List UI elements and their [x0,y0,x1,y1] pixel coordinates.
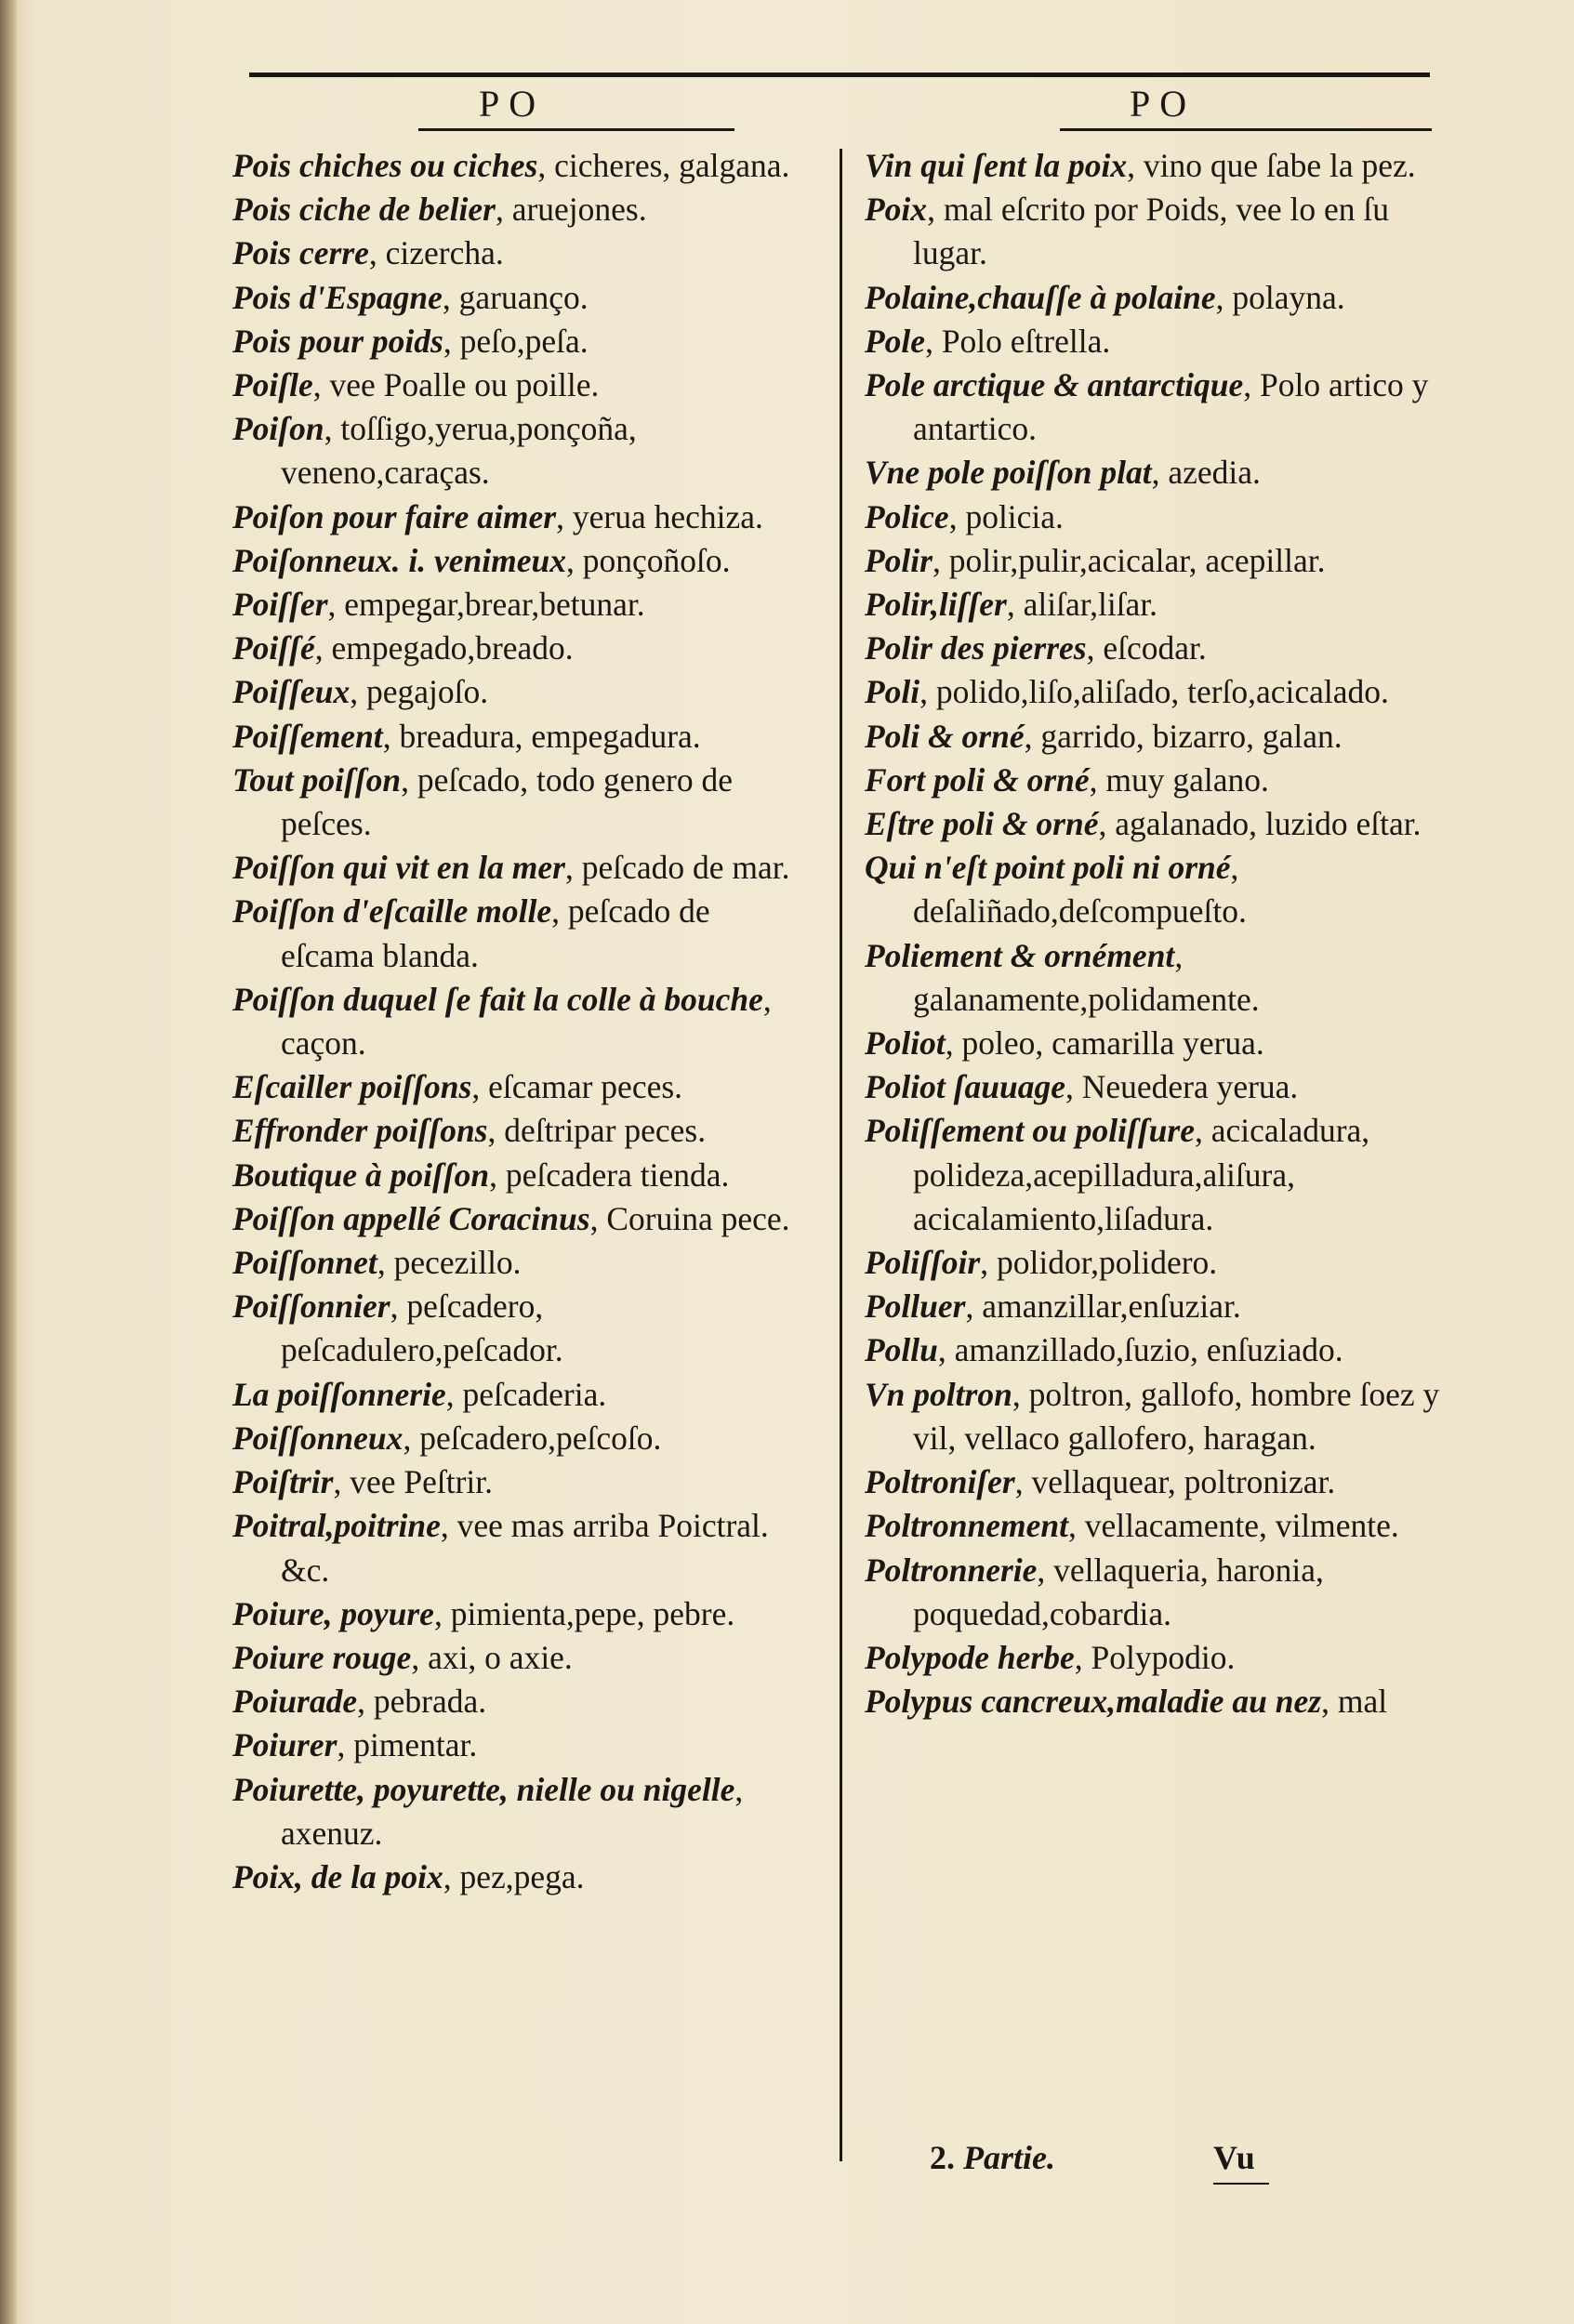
entry-headword: Polir [865,541,932,579]
entry-headword: Pois chiches ou ciches [232,147,538,184]
dictionary-entry [232,890,809,977]
dictionary-entry [865,144,1441,188]
dictionary-entry [232,1241,809,1285]
entry-separator: , [589,1199,599,1237]
entry-separator: , [1067,1507,1077,1545]
entry-separator: , [489,1155,498,1194]
entry-gloss: breadura, empegadura. [399,717,701,755]
entry-headword: Qui n'eſt point poli ni orné [865,849,1231,887]
entry-headword: Poiſſonnier [232,1287,390,1326]
signature-mark [930,2138,1055,2177]
column-divider [840,149,842,2161]
signature-label: Partie. [963,2139,1055,2176]
entry-separator: , [390,1287,399,1326]
entry-gloss: amanzillado,ſuzio, enſuziado. [954,1331,1343,1369]
entry-separator: , [327,586,337,624]
entry-separator: , [403,1419,412,1457]
entry-headword: Poiurade [232,1683,358,1721]
entry-separator: , [333,1463,342,1501]
entry-headword: Poiſſonneux [232,1419,403,1457]
entry-separator: , [945,1024,954,1063]
entry-separator: , [487,1112,496,1150]
entry-headword: Poiſonneux. i. venimeux [232,541,566,579]
dictionary-entry [232,1460,809,1504]
entry-separator: , [443,1857,452,1895]
dictionary-entry [232,1373,809,1417]
entry-gloss: vellaquear, poltronizar. [1031,1463,1336,1501]
dictionary-entry [232,846,809,890]
dictionary-entry [865,934,1441,1022]
entry-headword: Poiſſon qui vit en la mer [232,849,565,887]
entry-gloss: Polypodio. [1091,1638,1236,1676]
entry-separator: , [564,849,574,887]
entry-gloss: pecezillo. [393,1244,522,1282]
entry-headword: Pois pour poids [232,322,443,360]
entry-headword: Poiſtrir [232,1463,334,1501]
entry-separator: , [1086,629,1095,667]
dictionary-entry [232,1723,809,1767]
dictionary-entry [865,1241,1441,1285]
running-head-left: PO [479,83,546,125]
entry-separator: , [1127,147,1135,184]
entry-headword: Vin qui ſent la poix [865,147,1128,184]
entry-headword: Polir,liſſer [865,586,1007,624]
entry-headword: Poiſſement [232,717,383,755]
dictionary-entry [865,320,1441,363]
dictionary-entry [232,1680,809,1723]
binding-shadow [0,0,17,2324]
dictionary-entry [232,144,809,188]
dictionary-entry [865,1109,1441,1241]
dictionary-entry [865,670,1441,714]
entry-gloss: peſcado de eſcama blanda. [281,892,710,974]
dictionary-entry [232,407,809,495]
entry-separator: , [1215,278,1224,316]
entry-separator: , [312,366,322,404]
catchword-underline [1213,2183,1269,2185]
entry-separator: , [440,1507,449,1545]
entry-separator: , [734,1770,744,1808]
entry-gloss: pegajoſo. [365,673,489,711]
entry-gloss: acicaladura, polideza,acepilladura,aliſura, acicalamiento,liſadura. [913,1112,1370,1237]
entry-separator: , [337,1726,346,1764]
dictionary-entry [232,1285,809,1372]
dictionary-entry [865,715,1441,759]
dictionary-entry [232,627,809,670]
entry-gloss: garrido, bizarro, galan. [1040,717,1343,755]
entry-separator: , [314,629,324,667]
dictionary-entry [232,539,809,583]
dictionary-entry [865,363,1441,451]
entry-gloss: Coruina pece. [606,1199,790,1237]
entry-separator: , [1074,1638,1083,1676]
entry-gloss: amanzillar,enſuziar. [982,1287,1241,1326]
dictionary-entry [865,1460,1441,1504]
dictionary-entry [865,1636,1441,1680]
dictionary-entry [232,1417,809,1460]
dictionary-entry [232,276,809,320]
dictionary-entry [865,1549,1441,1636]
entry-separator: , [565,541,575,579]
entry-headword: Poix [865,191,928,229]
entry-separator: , [537,147,547,184]
entry-headword: Poiſon [232,410,324,448]
dictionary-entry [232,495,809,539]
entry-headword: Pole arctique & antarctique [865,366,1244,404]
entry-gloss: pebrada. [373,1683,487,1721]
entry-headword: Pole [865,322,926,360]
entry-gloss: polayna. [1232,278,1345,316]
entry-separator: , [925,322,933,360]
dictionary-entry [232,231,809,275]
dictionary-entry [865,759,1441,802]
entry-gloss: empegar,brear,betunar. [344,586,645,624]
entry-separator: , [1024,717,1033,755]
dictionary-entry [865,1065,1441,1109]
dictionary-entry [865,1022,1441,1065]
entry-separator: , [443,322,452,360]
entry-headword: Vne pole poiſſon plat [865,454,1152,492]
entry-separator: , [324,410,333,448]
dictionary-entry [865,539,1441,583]
running-head-right: PO [1130,83,1197,125]
entry-gloss: cizercha. [385,234,504,272]
entry-separator: , [445,1375,455,1413]
entry-gloss: deſtripar peces. [504,1112,707,1150]
entry-separator: , [1037,1551,1046,1589]
entry-gloss: polidor,polidero. [996,1244,1218,1282]
entry-headword: Boutique à poiſſon [232,1155,490,1194]
entry-headword: Eſtre poli & orné [865,805,1099,843]
left-column [232,144,809,1899]
signature-number: 2. [930,2139,955,2176]
top-rule [249,73,1430,77]
entry-headword: Poiure, poyure [232,1594,434,1632]
dictionary-entry [232,188,809,231]
entry-headword: Poltronnement [865,1507,1068,1545]
dictionary-entry [232,1504,809,1591]
entry-separator: , [1006,586,1015,624]
dictionary-entry [865,1285,1441,1328]
entry-gloss: eſcamar peces. [488,1068,683,1106]
entry-headword: Poliement & ornément [865,936,1175,974]
entry-gloss: vellacamente, vilmente. [1084,1507,1399,1545]
entry-gloss: mal [1337,1683,1388,1721]
entry-headword: Polluer [865,1287,966,1326]
entry-headword: Poliſſoir [865,1244,981,1282]
entry-headword: Poix, de la poix [232,1857,443,1895]
entry-gloss: yerua hechiza. [572,497,763,535]
entry-separator: , [471,1068,481,1106]
entry-separator: , [948,497,958,535]
entry-headword: Poli & orné [865,717,1025,755]
right-column [865,144,1441,1723]
entry-headword: Poitral,poitrine [232,1507,441,1545]
entry-separator: , [411,1638,420,1676]
entry-separator: , [1012,1375,1021,1413]
dictionary-entry [865,802,1441,846]
entry-gloss: Neuedera yerua. [1081,1068,1299,1106]
entry-separator: , [350,673,359,711]
entry-gloss: vee Peſtrir. [350,1463,494,1501]
entry-headword: Tout poiſſon [232,760,402,799]
entry-gloss: caçon. [281,1024,366,1063]
entry-separator: , [1089,760,1098,799]
entry-separator: , [357,1683,365,1721]
entry-headword: Poiurette, poyurette, nielle ou nigelle [232,1770,735,1808]
entry-separator: , [1194,1112,1203,1150]
entry-separator: , [927,191,935,229]
entry-headword: Poiſle [232,366,313,404]
entry-headword: Poiſſer [232,586,328,624]
entry-separator: , [965,1287,974,1326]
entry-separator: , [762,980,772,1018]
entry-gloss: muy galano. [1105,760,1269,799]
entry-gloss: vellaqueria, haronia, poquedad,cobardia. [913,1551,1324,1632]
dictionary-entry [865,1328,1441,1372]
dictionary-entry [232,1768,809,1855]
entry-gloss: Polo artico y antartico. [913,366,1429,448]
entry-headword: Poliot ſauuage [865,1068,1065,1106]
entry-headword: Effronder poiſſons [232,1112,488,1150]
entry-headword: Poiſſonnet [232,1244,377,1282]
entry-headword: Poliſſement ou poliſſure [865,1112,1195,1150]
entry-separator: , [556,497,564,535]
head-underline-right [1060,128,1432,131]
entry-headword: Poliot [865,1024,946,1063]
entry-separator: , [1174,936,1184,974]
entry-separator: , [980,1244,989,1282]
dictionary-entry [232,759,809,846]
entry-gloss: vee mas arriba Poictral. &c. [281,1507,769,1589]
entry-separator: , [1098,805,1107,843]
dictionary-entry [865,276,1441,320]
entry-headword: Polir des pierres [865,629,1087,667]
entry-headword: Poltronnerie [865,1551,1038,1589]
entry-separator: , [1230,849,1239,887]
entry-gloss: aliſar,liſar. [1023,586,1158,624]
entry-gloss: azedia. [1168,454,1261,492]
dictionary-entry [232,1592,809,1636]
head-underline-left [418,128,734,131]
entry-gloss: peſcado de mar. [581,849,790,887]
dictionary-entry [232,1154,809,1197]
entry-headword: La poiſſonnerie [232,1375,446,1413]
entry-headword: Polypus cancreux,maladie au nez [865,1683,1322,1721]
entry-headword: Polypode herbe [865,1638,1075,1676]
entry-gloss: mal eſcrito por Poids, vee lo en ſu lugar. [913,191,1389,272]
entry-gloss: galanamente,polidamente. [913,980,1260,1018]
entry-gloss: pimentar. [353,1726,478,1764]
entry-separator: , [932,541,941,579]
dictionary-entry [865,1373,1441,1460]
entry-separator: , [433,1594,443,1632]
entry-headword: Fort poli & orné [865,760,1090,799]
entry-separator: , [1321,1683,1329,1721]
dictionary-entry [232,978,809,1065]
entry-headword: Police [865,497,949,535]
dictionary-entry [232,1197,809,1241]
entry-gloss: peſcaderia. [462,1375,607,1413]
dictionary-entry [865,583,1441,627]
entry-headword: Poltroniſer [865,1463,1015,1501]
entry-gloss: peſcadero,peſcoſo. [419,1419,662,1457]
entry-gloss: eſcodar. [1103,629,1207,667]
entry-gloss: peſcadera tienda. [505,1155,730,1194]
entry-headword: Poiſon pour faire aimer [232,497,557,535]
entry-gloss: pimienta,pepe, pebre. [450,1594,735,1632]
entry-separator: , [919,673,929,711]
dictionary-entry [865,627,1441,670]
dictionary-entry [232,715,809,759]
entry-gloss: toſſigo,yerua,ponçoña, veneno,caraças. [281,410,637,492]
entry-headword: Pois ciche de belier [232,191,496,229]
entry-gloss: peſcado, todo genero de peſces. [281,760,734,843]
entry-headword: Pois d'Espagne [232,278,443,316]
entry-gloss: agalanado, luzido eſtar. [1115,805,1422,843]
entry-gloss: pez,pega. [459,1857,585,1895]
entry-separator: , [1243,366,1252,404]
entry-separator: , [377,1244,386,1282]
entry-gloss: peſo,peſa. [459,322,589,360]
dictionary-entry [232,320,809,363]
entry-headword: Poiſſeux [232,673,351,711]
entry-gloss: axi, o axie. [428,1638,573,1676]
entry-separator: , [442,278,451,316]
entry-headword: Pois cerre [232,234,369,272]
entry-separator: , [382,717,391,755]
dictionary-entry [232,583,809,627]
entry-separator: , [1014,1463,1024,1501]
entry-gloss: Polo eſtrella. [941,322,1111,360]
dictionary-entry [865,188,1441,275]
entry-separator: , [401,760,410,799]
catchword: Vu [1213,2139,1257,2176]
entry-headword: Poiurer [232,1726,337,1764]
entry-gloss: poltron, gallofo, hombre ſoez y vil, vellaco gallofero, haragan. [913,1375,1440,1457]
entry-separator: , [495,191,504,229]
entry-headword: Vn poltron [865,1375,1012,1413]
entry-gloss: polir,pulir,acicalar, acepillar. [948,541,1326,579]
dictionary-entry [232,670,809,714]
dictionary-entry [865,1504,1441,1548]
entry-separator: , [1151,454,1160,492]
dictionary-entry [865,451,1441,495]
entry-headword: Poiſſon d'eſcaille molle [232,892,552,931]
entry-separator: , [551,892,560,931]
dictionary-entry [865,495,1441,539]
entry-gloss: peſcadero, peſcadulero,peſcador. [281,1287,563,1369]
entry-separator: , [1065,1068,1074,1106]
entry-gloss: garuanço. [458,278,589,316]
entry-gloss: polido,liſo,aliſado, terſo,acicalado. [935,673,1389,711]
entry-headword: Poli [865,673,920,711]
entry-headword: Poiſſon appellé Coracinus [232,1199,590,1237]
entry-headword: Poiſſé [232,629,315,667]
entry-gloss: policia. [965,497,1064,535]
dictionary-entry [232,1855,809,1899]
dictionary-entry [865,846,1441,933]
entry-gloss: cicheres, galgana. [554,147,790,184]
entry-gloss: vino que ſabe la pez. [1143,147,1416,184]
entry-gloss: vee Poalle ou poille. [329,366,600,404]
dictionary-entry [232,1636,809,1680]
entry-gloss: poleo, camarilla yerua. [961,1024,1264,1063]
entry-gloss: deſaliñado,deſcompueſto. [913,892,1247,931]
dictionary-entry [232,1065,809,1109]
dictionary-entry [232,363,809,407]
entry-gloss: aruejones. [511,191,647,229]
dictionary-entry [865,1680,1441,1723]
entry-gloss: axenuz. [281,1814,383,1852]
entry-headword: Eſcailler poiſſons [232,1068,472,1106]
entry-gloss: empegado,breado. [331,629,574,667]
dictionary-entry [232,1109,809,1153]
entry-headword: Poiſſon duquel ſe fait la colle à bouche [232,980,763,1018]
entry-separator: , [937,1331,946,1369]
entry-headword: Pollu [865,1331,938,1369]
entry-gloss: ponçoñoſo. [582,541,731,579]
entry-headword: Poiure rouge [232,1638,412,1676]
entry-separator: , [368,234,377,272]
entry-headword: Polaine,chauſſe à polaine [865,278,1216,316]
